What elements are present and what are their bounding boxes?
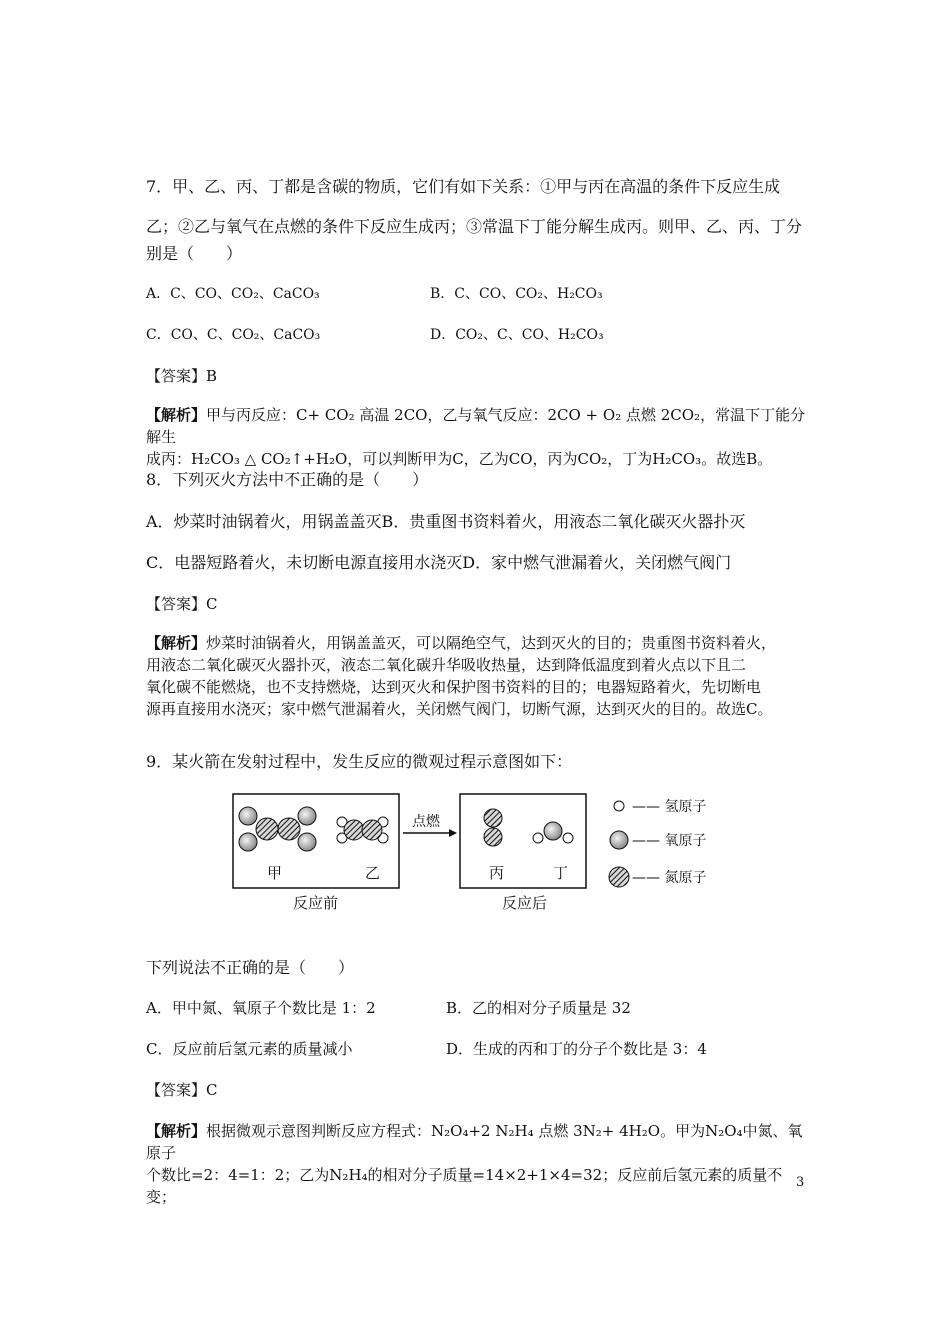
q7-answer: 【答案】B: [146, 367, 218, 385]
q7-analysis-line1: 甲与丙反应：C+ CO₂ 高温 2CO，乙与氧气反应：2CO + O₂ 点燃 2CO₂，常温下丁能分解生: [146, 406, 806, 446]
analysis-label: 【解析】: [146, 406, 207, 424]
caption-before: 反应前: [293, 894, 339, 912]
q7-option-a: A．C、CO、CO₂、CaCO₃: [146, 286, 320, 302]
q8-answer: 【答案】C: [146, 595, 218, 613]
q8-options-line2: C．电器短路着火，未切断电源直接用水浇灭D．家中燃气泄漏着火，关闭燃气阀门: [146, 553, 732, 572]
q7-analysis-line2: 成丙：H₂CO₃ △ CO₂↑+H₂O，可以判断甲为C，乙为CO，丙为CO₂，丁为H₂CO₃。故选B。: [146, 450, 773, 468]
reaction-diagram: [225, 786, 725, 916]
page-number: 3: [796, 1175, 805, 1190]
caption-after: 反应后: [502, 894, 548, 912]
q9-sub-stem: 下列说法不正确的是（ ）: [146, 958, 355, 977]
label-jia: 甲: [267, 864, 283, 882]
q8-stem: 8．下列灭火方法中不正确的是（ ）: [146, 470, 429, 489]
analysis-label: 【解析】: [146, 1122, 207, 1140]
label-yi: 乙: [365, 864, 381, 882]
q7-stem-line2: 乙；②乙与氧气在点燃的条件下反应生成丙；③常温下丁能分解生成丙。则甲、乙、丙、丁分: [146, 217, 803, 236]
arrow-label: 点燃: [412, 814, 440, 830]
q8-analysis: [146, 632, 806, 720]
legend-oxygen: —— 氧原子: [632, 833, 707, 849]
q8-analysis-line3: 氧化碳不能燃烧，也不支持燃烧，达到灭火和保护图书资料的目的；电器短路着火，先切断电: [146, 678, 762, 696]
q9-answer: 【答案】C: [146, 1081, 218, 1099]
q8-analysis-line1: 炒菜时油锅着火，用锅盖盖灭，可以隔绝空气，达到灭火的目的；贵重图书资料着火，: [206, 634, 777, 652]
q7-stem-line1: 7．甲、乙、丙、丁都是含碳的物质，它们有如下关系：①甲与丙在高温的条件下反应生成: [146, 177, 781, 196]
q7-stem-line3: 别是（ ）: [146, 244, 243, 263]
q8-options-line1: A．炒菜时油锅着火，用锅盖盖灭B．贵重图书资料着火，用液态二氧化碳灭火器扑灭: [146, 512, 746, 531]
label-bing: 丙: [489, 864, 505, 882]
q9-analysis: [146, 1120, 806, 1208]
q9-analysis-line1: 根据微观示意图判断反应方程式：N₂O₄+2 N₂H₄ 点燃 3N₂+ 4H₂O。甲为N₂O₄中氮、氧原子: [146, 1122, 803, 1162]
q8-analysis-line4: 源再直接用水浇灭；家中燃气泄漏着火，关闭燃气阀门，切断气源，达到灭火的目的。故选C。: [146, 700, 773, 718]
analysis-label: 【解析】: [146, 634, 207, 652]
legend-nitrogen: —— 氮原子: [632, 870, 707, 886]
q9-option-a: A．甲中氮、氧原子个数比是 1：2: [146, 999, 376, 1017]
q7-option-d: D．CO₂、C、CO、H₂CO₃: [430, 327, 604, 343]
q7-option-b: B．C、CO、CO₂、H₂CO₃: [430, 286, 603, 302]
q9-option-b: B．乙的相对分子质量是 32: [446, 999, 631, 1017]
q9-stem: 9．某火箭在发射过程中，发生反应的微观过程示意图如下：: [146, 752, 573, 771]
q7-analysis: [146, 404, 806, 470]
q9-option-d: D．生成的丙和丁的分子个数比是 3：4: [446, 1040, 707, 1058]
legend-nitrogen-icon: [609, 867, 629, 887]
label-ding: 丁: [553, 864, 569, 882]
arrow-icon: [449, 829, 457, 837]
q9-analysis-line2: 个数比=2：4=1：2；乙为N₂H₄的相对分子质量=14×2+1×4=32；反应前后氢元素的质量不变；: [146, 1166, 783, 1206]
legend-hydrogen-icon: [614, 801, 624, 811]
legend-hydrogen: —— 氢原子: [632, 799, 707, 815]
q8-analysis-line2: 用液态二氧化碳灭火器扑灭，液态二氧化碳升华吸收热量，达到降低温度到着火点以下且二: [146, 656, 747, 674]
q7-option-c: C．CO、C、CO₂、CaCO₃: [146, 327, 321, 343]
legend-oxygen-icon: [610, 831, 628, 849]
q9-option-c: C．反应前后氢元素的质量减小: [146, 1040, 353, 1058]
